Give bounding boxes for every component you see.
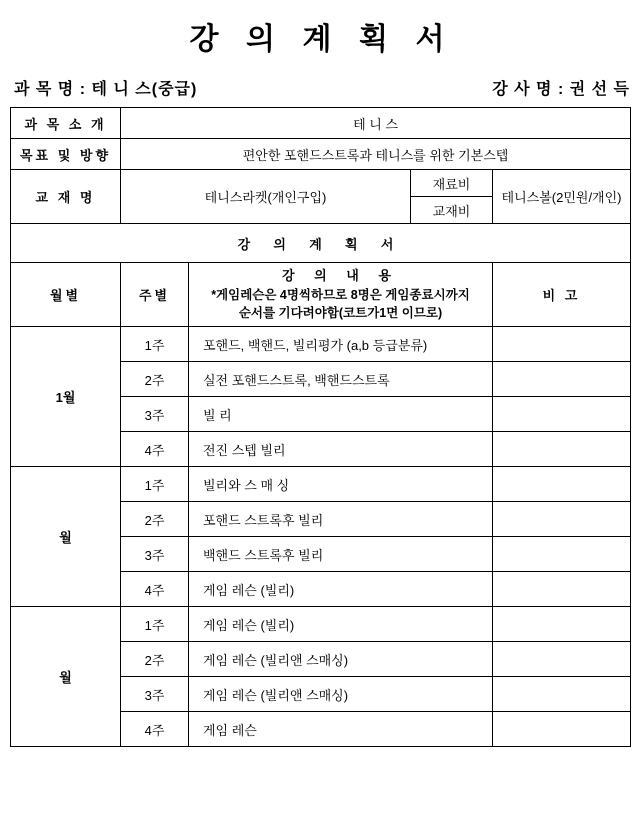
content-cell: 게임 레슨 — [189, 712, 493, 747]
header-content-title: 강 의 내 용 — [281, 268, 400, 283]
subject-label: 과 목 명 : — [14, 81, 87, 98]
content-cell: 빌 리 — [189, 397, 493, 432]
subject-intro-label: 과 목 소 개 — [11, 108, 121, 139]
week-cell: 2주 — [121, 502, 189, 537]
content-cell: 포핸드, 백핸드, 빌리평가 (a,b 등급분류) — [189, 327, 493, 362]
content-cell: 실전 포핸드스트록, 백핸드스트록 — [189, 362, 493, 397]
goal-value: 편안한 포핸드스트록과 테니스를 위한 기본스텝 — [121, 139, 631, 170]
instructor-label: 강 사 명 : — [492, 81, 565, 98]
table-row — [11, 607, 631, 642]
content-cell: 게임 레슨 (빌리앤 스매싱) — [189, 642, 493, 677]
note-cell — [493, 572, 631, 607]
table-row-plan-title — [11, 224, 631, 263]
material-cost-label-1: 재료비 — [411, 170, 493, 197]
material-label: 교 재 명 — [11, 170, 121, 224]
note-cell — [493, 502, 631, 537]
note-cell — [493, 467, 631, 502]
note-cell — [493, 712, 631, 747]
table-row-subject-intro — [11, 108, 631, 139]
header-content-note-2: 순서를 기다려야함(코트가1면 이므로) — [238, 305, 443, 320]
header-note: 비 고 — [493, 263, 631, 327]
instructor-meta — [492, 76, 630, 99]
table-row-plan-header — [11, 263, 631, 327]
month-cell: 1월 — [11, 327, 121, 467]
material-cost-value: 테니스볼(2민원/개인) — [493, 170, 631, 224]
content-cell: 백핸드 스트록후 빌리 — [189, 537, 493, 572]
note-cell — [493, 537, 631, 572]
note-cell — [493, 397, 631, 432]
note-cell — [493, 677, 631, 712]
note-cell — [493, 432, 631, 467]
subject-intro-value: 테 니 스 — [121, 108, 631, 139]
content-cell: 빌리와 스 매 싱 — [189, 467, 493, 502]
week-cell: 3주 — [121, 537, 189, 572]
month-cell: 월 — [11, 607, 121, 747]
table-row — [11, 467, 631, 502]
course-plan-table — [10, 107, 631, 747]
subject-value: 테 니 스(중급) — [91, 81, 198, 98]
material-cost-label-2: 교재비 — [411, 197, 493, 224]
subject-meta — [14, 76, 197, 99]
content-cell: 게임 레슨 (빌리) — [189, 572, 493, 607]
content-cell: 게임 레슨 (빌리) — [189, 607, 493, 642]
week-cell: 2주 — [121, 642, 189, 677]
note-cell — [493, 327, 631, 362]
week-cell: 1주 — [121, 607, 189, 642]
header-week: 주별 — [121, 263, 189, 327]
note-cell — [493, 607, 631, 642]
week-cell: 4주 — [121, 572, 189, 607]
note-cell — [493, 642, 631, 677]
page-title: 강 의 계 획 서 — [189, 23, 455, 56]
week-cell: 4주 — [121, 432, 189, 467]
instructor-value: 권 선 득 — [569, 81, 630, 98]
header-content — [189, 263, 493, 327]
table-row-material — [11, 170, 631, 197]
week-cell: 1주 — [121, 327, 189, 362]
week-cell: 1주 — [121, 467, 189, 502]
note-cell — [493, 362, 631, 397]
document-meta — [14, 76, 630, 99]
table-row-goal — [11, 139, 631, 170]
header-month: 월별 — [11, 263, 121, 327]
content-cell: 게임 레슨 (빌리앤 스매싱) — [189, 677, 493, 712]
week-cell: 3주 — [121, 397, 189, 432]
table-row — [11, 327, 631, 362]
content-cell: 전진 스텝 빌리 — [189, 432, 493, 467]
document-page — [0, 14, 644, 822]
month-cell: 월 — [11, 467, 121, 607]
plan-title: 강 의 계 획 서 — [11, 224, 631, 263]
header-content-note-1: *게임레슨은 4명씩하므로 8명은 게임종료시까지 — [211, 287, 470, 302]
week-cell: 3주 — [121, 677, 189, 712]
week-cell: 4주 — [121, 712, 189, 747]
content-cell: 포핸드 스트록후 빌리 — [189, 502, 493, 537]
goal-label: 목표 및 방향 — [11, 139, 121, 170]
material-value: 테니스라켓(개인구입) — [121, 170, 411, 224]
week-cell: 2주 — [121, 362, 189, 397]
